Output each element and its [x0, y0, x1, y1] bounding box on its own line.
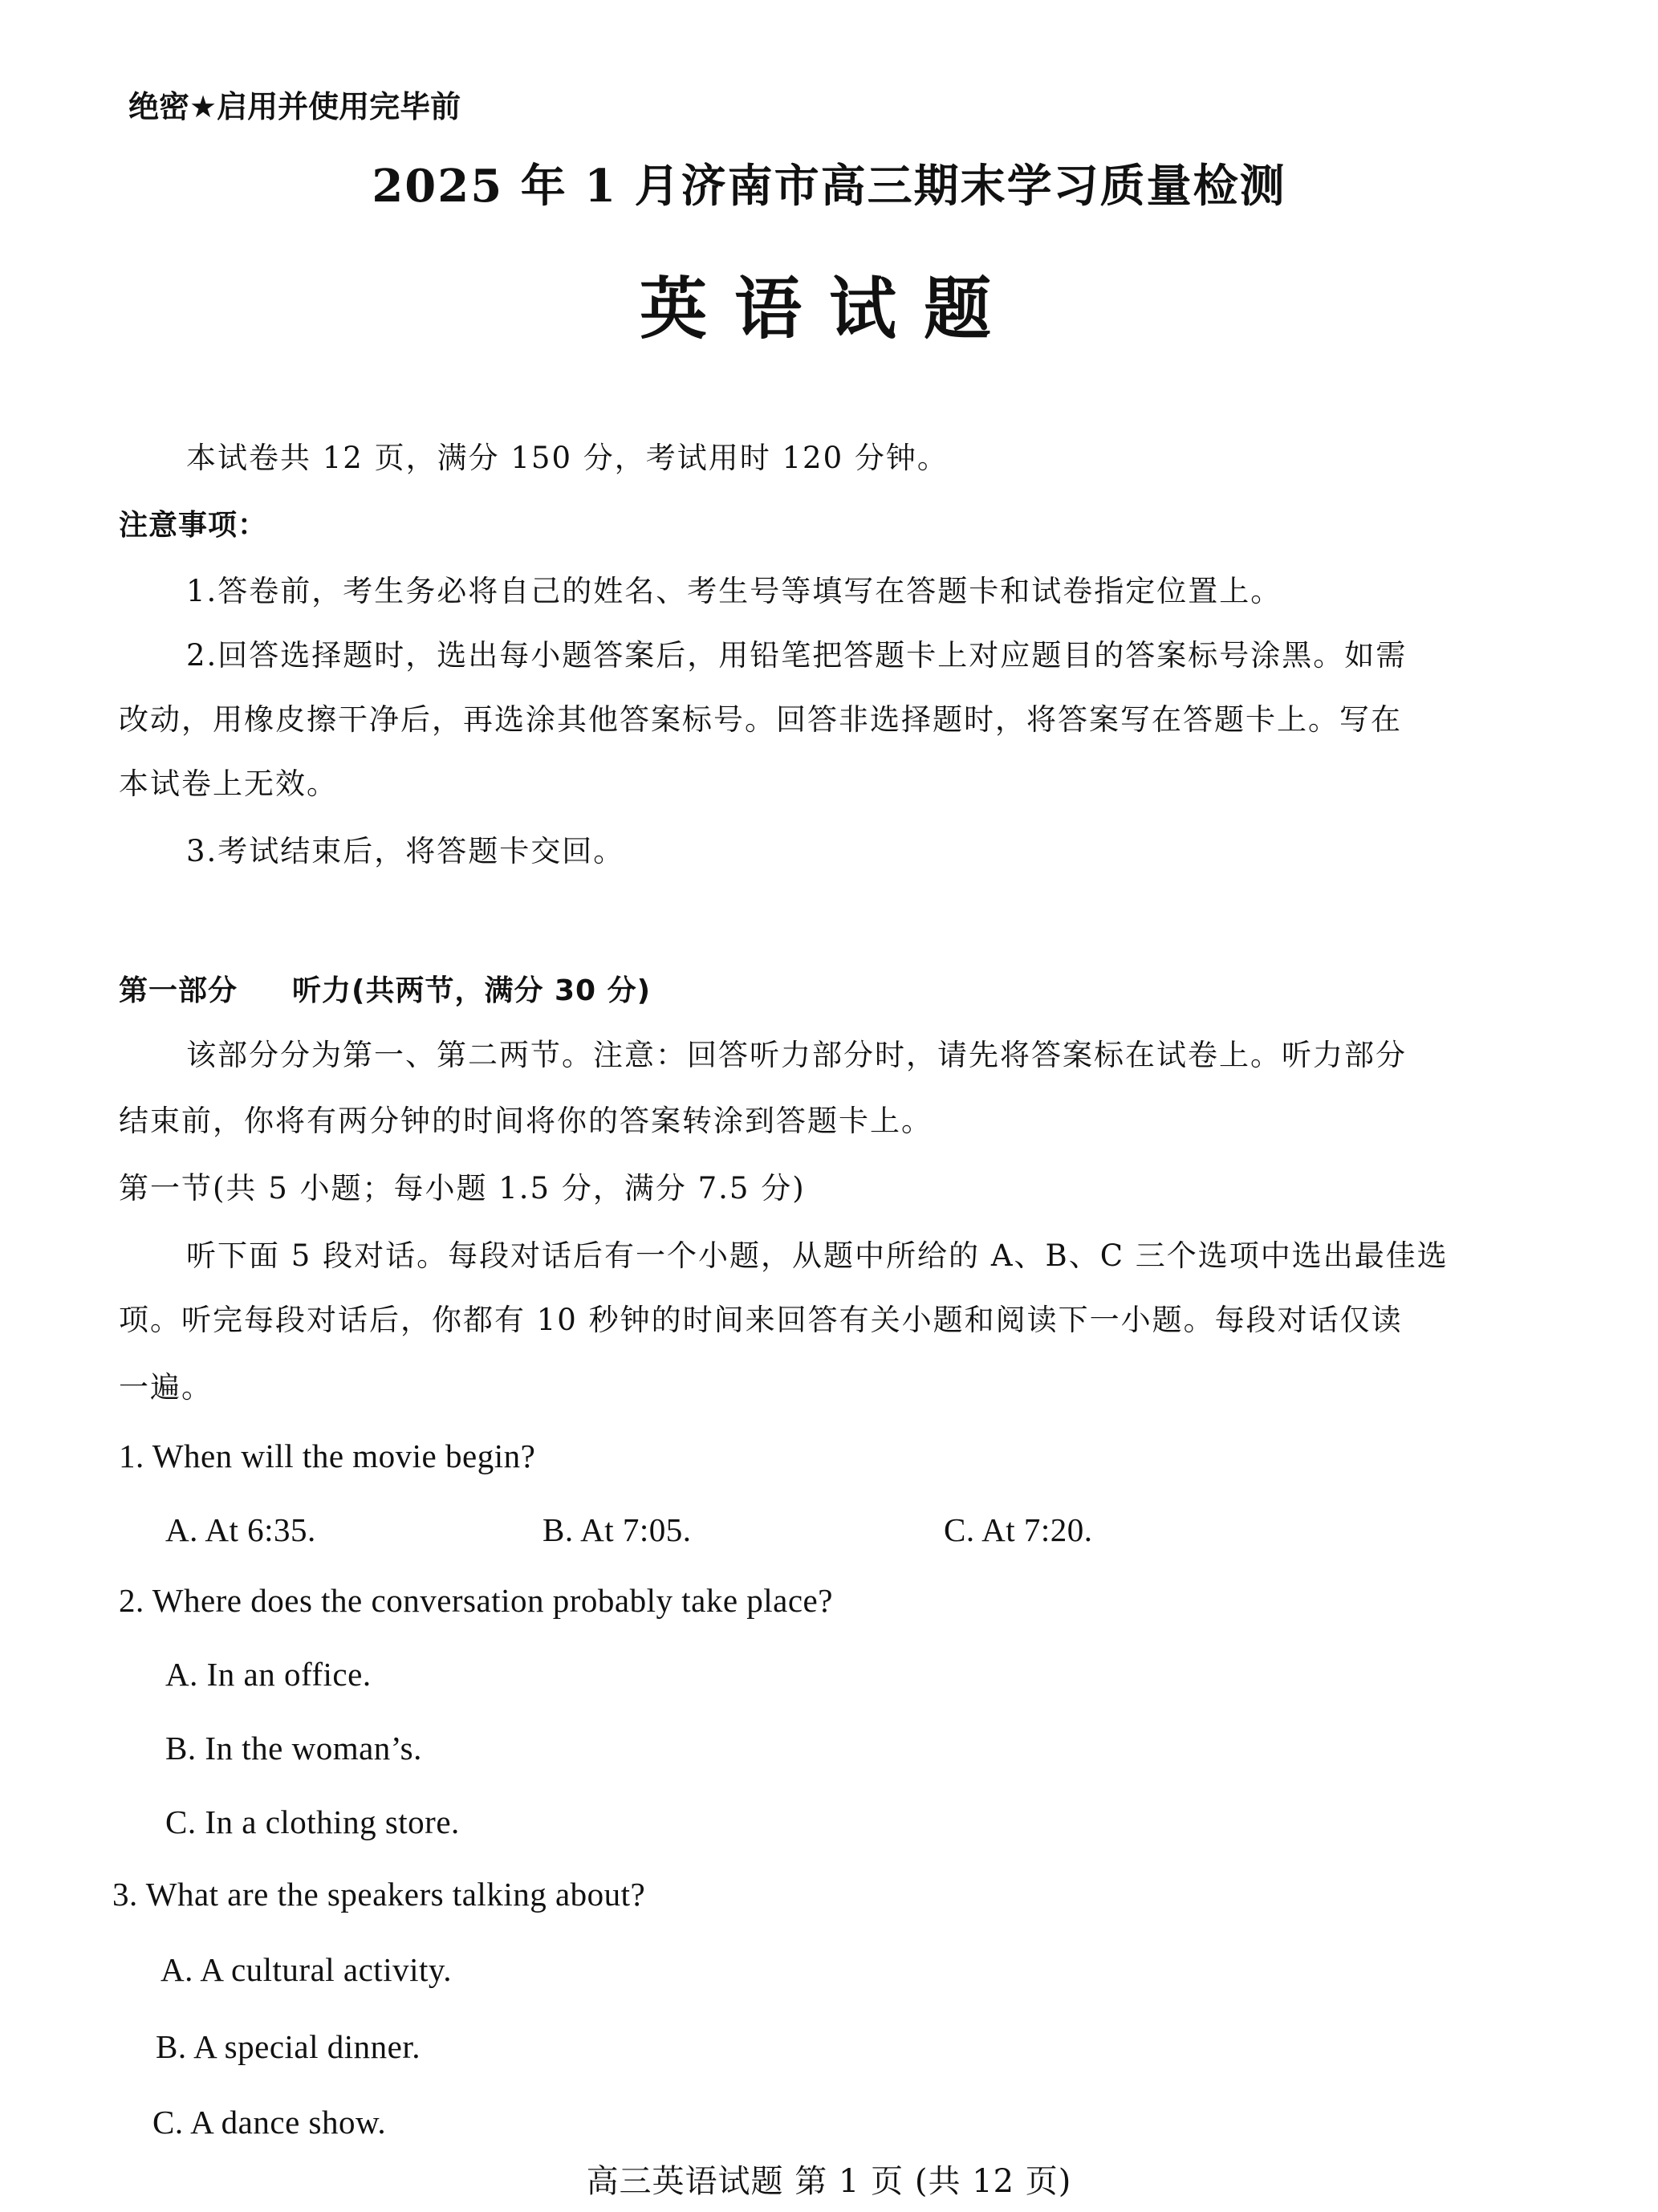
question-1-option-b: B. At 7:05.	[543, 1511, 692, 1548]
section1-desc-line-1: 听下面 5 段对话。每段对话后有一个小题，从题中所给的 A、B、C 三个选项中选出最佳选	[186, 1238, 1449, 1273]
exam-intro: 本试卷共 12 页，满分 150 分，考试用时 120 分钟。	[186, 441, 949, 475]
question-1-stem: 1. When will the movie begin?	[119, 1437, 536, 1474]
question-3-option-a: A. A cultural activity.	[161, 1951, 452, 1988]
confidential-label: 绝密★启用并使用完毕前	[128, 89, 461, 124]
question-1-option-c: C. At 7:20.	[944, 1511, 1093, 1548]
question-2-option-c: C. In a clothing store.	[165, 1803, 460, 1840]
question-2-option-a: A. In an office.	[165, 1656, 372, 1693]
question-3-stem: 3. What are the speakers talking about?	[112, 1876, 646, 1913]
notice-item-2-line-1: 2.回答选择题时，选出每小题答案后，用铅笔把答题卡上对应题目的答案标号涂黑。如需	[186, 638, 1408, 673]
exam-title: 2025 年 1 月济南市高三期末学习质量检测	[372, 160, 1286, 213]
question-3-option-c: C. A dance show.	[152, 2104, 387, 2141]
notice-item-3: 3.考试结束后，将答题卡交回。	[186, 834, 625, 868]
question-2-option-b: B. In the woman’s.	[165, 1730, 422, 1767]
notice-item-1: 1.答卷前，考生务必将自己的姓名、考生号等填写在答题卡和试卷指定位置上。	[186, 574, 1282, 608]
question-2-stem: 2. Where does the conversation probably take place?	[119, 1582, 833, 1619]
part1-heading-label: 第一部分	[119, 974, 238, 1007]
notice-heading: 注意事项：	[119, 509, 268, 542]
question-1-option-a: A. At 6:35.	[165, 1511, 316, 1548]
section1-desc-line-2: 项。听完每段对话后，你都有 10 秒钟的时间来回答有关小题和阅读下一小题。每段对话仅读	[119, 1303, 1403, 1337]
question-3-option-b: B. A special dinner.	[156, 2028, 421, 2065]
part1-desc-line-2: 结束前，你将有两分钟的时间将你的答案转涂到答题卡上。	[119, 1104, 933, 1138]
section1-heading: 第一节(共 5 小题；每小题 1.5 分，满分 7.5 分)	[119, 1171, 806, 1206]
subject-title: 英语试题	[639, 269, 1018, 348]
notice-item-2-line-2: 改动，用橡皮擦干净后，再选涂其他答案标号。回答非选择题时，将答案写在答题卡上。写在	[119, 702, 1402, 737]
notice-item-2-line-3: 本试卷上无效。	[119, 766, 338, 801]
page-footer: 高三英语试题 第 1 页 (共 12 页)	[586, 2163, 1072, 2200]
part1-heading-title: 听力(共两节，满分 30 分)	[292, 974, 652, 1007]
section1-desc-line-3: 一遍。	[119, 1370, 213, 1405]
part1-desc-line-1: 该部分分为第一、第二两节。注意：回答听力部分时，请先将答案标在试卷上。听力部分	[186, 1038, 1407, 1072]
